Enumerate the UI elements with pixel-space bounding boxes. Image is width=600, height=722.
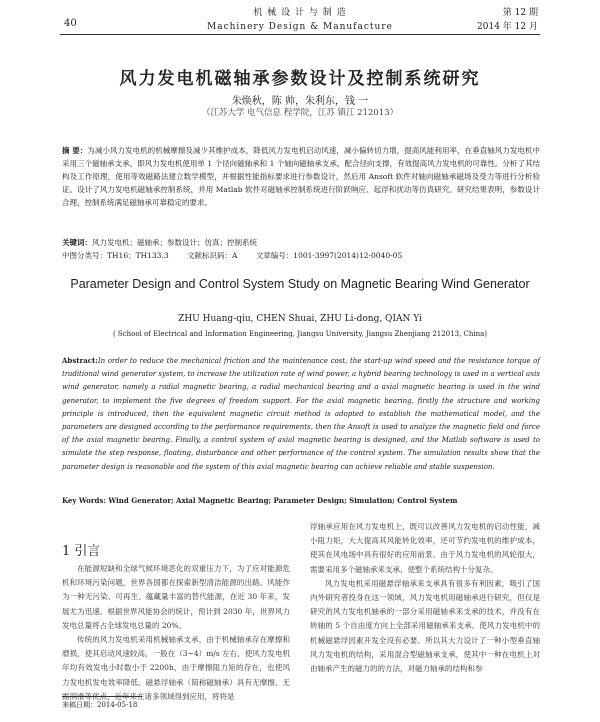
abstract-cn xyxy=(62,144,540,209)
journal-name-en: Machinery Design & Manufacture xyxy=(207,22,393,32)
section-heading-introduction: 1 引言 xyxy=(62,544,101,559)
abstract-en-text: In order to reduce the mechanical friction and the maintenance cost, the start-up wind speed and the resistance torque of traditional wind generator system, to increase the utilization rate of wind power, a hybrid bearing technology is used in a vertical axis wind generator, namely a radial magnetic bearing, a radial mechanical bearing and a axial magnetic bearing is used in the wind generator, to implement the five degrees of freedom support. For the axial magnetic bearing, firstly the structure and working principle is introduced, then the equivalent magnetic circuit method is adopted to establish the mathematical model, and the parameters are designed according to the performance requirements, then the Ansoft is used to analyze the magnetic field and force of the axial magnetic bearing. Finally, a control system of axial magnetic bearing is designed, and the Matlab software is used to simulate the step response, floating, disturbance and other performance of the control system. The simulation results show that the parameter design is reasonable and the system of this axial magnetic bearing can achieve reliable and stable suspension. xyxy=(62,357,540,471)
authors-cn: 朱焕秋，陈 帅，朱利东，钱 一 xyxy=(231,96,369,107)
body-paragraph: 风力发电机采用磁悬浮轴承来支承具有很多有利因素，吸引了国内外研究者投身在这一领域，风力发电机用磁轴承进行研究，但仅是研究的风力发电机轴承的一部分采用磁轴承来支承的技术，并没有在转轴的 5 个自由度方向上全部采用磁轴承来支承。使风力发电机中的机械磁悬浮因素开发全没有必要。所以其大力设计了一种小型垂直轴风力发电机的结构，采用混合型磁轴承支承，使其中一种在电机上对由轴承产生的磁力的的方法，对磁力轴承的结构和参 xyxy=(310,578,540,674)
classification-row xyxy=(62,250,418,261)
document-code: 文献标识码：A xyxy=(187,251,238,260)
abstract-en-label: Abstract: xyxy=(62,356,98,365)
paper-title-en: Parameter Design and Control System Study on Magnetic Bearing Wind Generator xyxy=(70,277,530,291)
keywords-cn-text: 风力发电机；磁轴承；参数设计；仿真；控制系统 xyxy=(92,238,257,247)
abstract-cn-text: 为减小风力发电机的机械摩擦及减少其维护成本，降低风力发电机启动风速，减小偏转切力增，提高风能利用率，在垂直轴风力发电机中采用三个磁轴承支承，即风力发电机使用单 1 个径向磁轴承和 1 个轴向磁轴承支承，配合径向支撑，有效提高风力发电机的可靠性。分析了其结构及工作原理，使用等效磁路法建立数学模型，并根据性能指标要求进行参数设计，然后用 Ansoft 软件对轴向磁轴承磁场及受力等进行分析验证。设计了风力发电机磁轴承控制系统，并用 Matlab 软件对磁轴承控制系统进行阶跃响应、起浮和扰动等仿真研究。研究结果表明，参数设计合理，控制系统满足磁轴承可靠稳定的要求。 xyxy=(62,146,540,207)
issue-info xyxy=(477,6,538,34)
issue-number: 第 12 期 xyxy=(502,8,538,18)
body-paragraph: 在能源短缺和全球气候环境恶化的双重压力下，为了应对能源危机和环境污染问题，世界各国都在探索新型清洁能源的出路。风能作为一种无污染、可再生、蕴藏量丰富的替代能源，在近 30 年来，发展尤为迅速。根据世界风能协会的统计，预计到 2030 年，世界风力发电总量将占全球发电总量的 20%。 xyxy=(62,564,290,630)
keywords-en-label: Key Words: xyxy=(62,496,106,505)
body-column-left xyxy=(62,562,290,704)
keywords-en xyxy=(62,496,457,505)
affiliation-en: ( School of Electrical and Information Engineering, Jiangsu University, Jiangsu Zhenjiang 212013, China) xyxy=(112,330,488,338)
body-column-right xyxy=(310,520,540,676)
body-paragraph: 浮轴承应用在风力发电机上，既可以改善风力发电机的启动性能，减小阻力矩，大大提高其风能转化效率，还可节约发电机的维护成本，使其在风电场中具有很好的应用前景。由于风力发电机的风轮很大，需要采用多个磁轴承来支承，使整个系统结构十分复杂。 xyxy=(310,522,540,574)
keywords-en-text: Wind Generator; Axial Magnetic Bearing; Parameter Design; Simulation; Control System xyxy=(108,496,458,505)
abstract-cn-label: 摘 要： xyxy=(62,146,88,155)
keywords-cn xyxy=(62,237,257,248)
body-paragraph: 传统的风力发电机采用机械轴承支承，由于机械轴承存在摩擦和磨损，使其启动风速较高，一般在（3~4）m/s 左右，使风力发电机年均有效发电小时数小于 2200h，由于摩擦阻力矩的存在，也使风力发电机发电效率降低。磁悬浮轴承（简称磁轴承）具有无摩擦、无需润滑等优点，近年来在诸多领域得到应用，将将是 xyxy=(62,635,290,701)
received-date-footnote: 来稿日期：2014-05-18 xyxy=(62,701,138,709)
page-number: 40 xyxy=(64,18,77,29)
keywords-cn-label: 关键词： xyxy=(62,238,92,247)
affiliation-cn: （江苏大学 电气信息 程学院，江苏 镇江 212013） xyxy=(201,108,399,118)
authors-en: ZHU Huang-qiu, CHEN Shuai, ZHU Li-dong, QIAN Yi xyxy=(178,314,422,324)
article-number: 文章编号：1001-3997(2014)12-0040-05 xyxy=(255,251,403,260)
abstract-en xyxy=(62,354,540,474)
header-divider xyxy=(60,34,540,35)
footnote-divider xyxy=(62,696,142,697)
issue-date: 2014 年 12 月 xyxy=(477,22,538,32)
clc-number: 中图分类号：TH16；TH133.3 xyxy=(62,251,169,260)
journal-name-cn: 机 械 设 计 与 制 造 xyxy=(253,8,347,18)
paper-title-cn: 风力发电机磁轴承参数设计及控制系统研究 xyxy=(119,69,481,89)
